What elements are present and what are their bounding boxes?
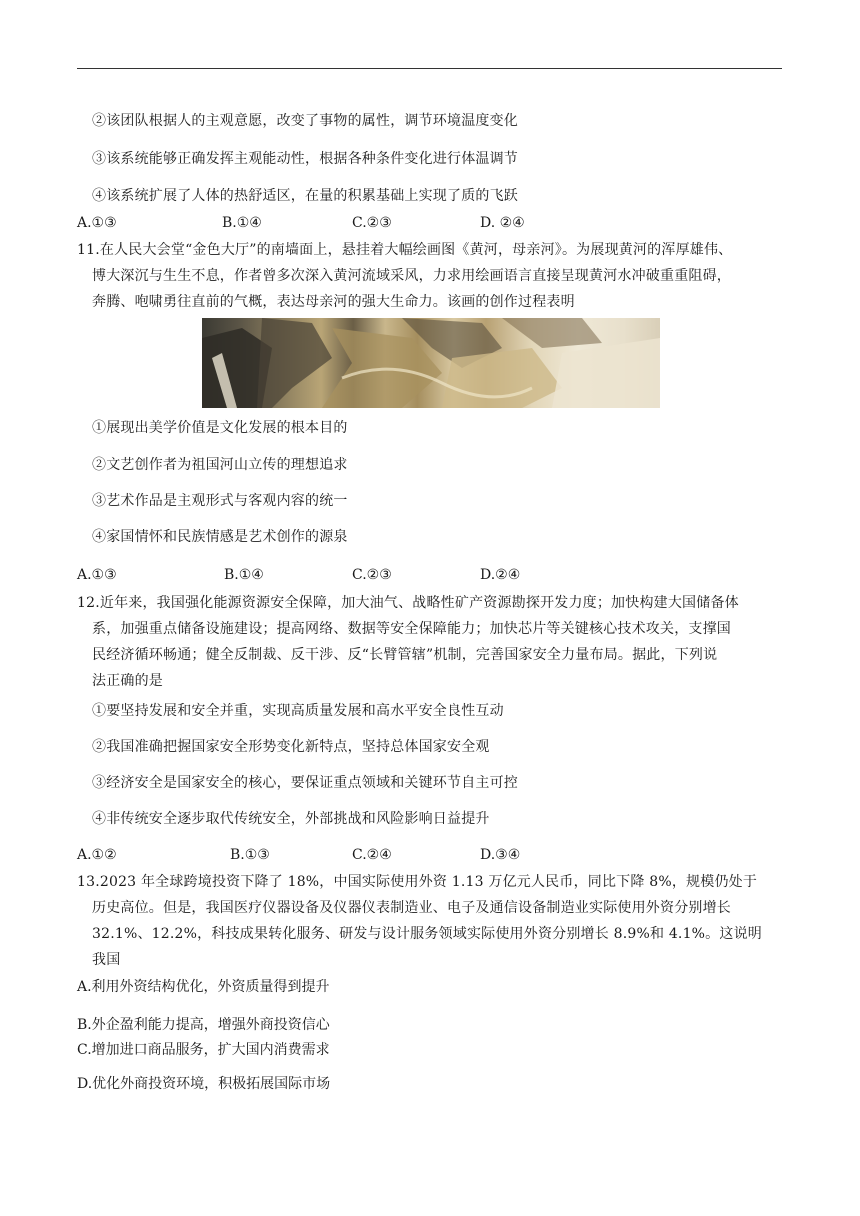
q10-option-c[interactable]: C.②③ — [352, 215, 392, 231]
q10-statement-4: ④该系统扩展了人体的热舒适区，在量的积累基础上实现了质的飞跃 — [92, 188, 518, 204]
q11-option-a[interactable]: A.①③ — [77, 567, 117, 583]
q13-stem-line-2: 历史高位。但是，我国医疗仪器设备及仪器仪表制造业、电子及通信设备制造业实际使用外资分别增长 — [92, 900, 731, 916]
painting-illustration — [202, 318, 660, 408]
yellow-river-painting-image — [202, 318, 660, 408]
q11-option-d[interactable]: D.②④ — [480, 567, 521, 583]
q11-statement-4: ④家国情怀和民族情感是艺术创作的源泉 — [92, 529, 348, 545]
q11-statement-1: ①展现出美学价值是文化发展的根本目的 — [92, 420, 348, 436]
q13-option-c[interactable]: C.增加进口商品服务，扩大国内消费需求 — [77, 1042, 330, 1058]
q11-stem-line-3: 奔腾、咆啸勇往直前的气概，表达母亲河的强大生命力。该画的创作过程表明 — [92, 294, 575, 310]
q13-option-b[interactable]: B.外企盈利能力提高，增强外商投资信心 — [77, 1017, 330, 1033]
q11-statement-2: ②文艺创作者为祖国河山立传的理想追求 — [92, 457, 348, 473]
q13-option-a[interactable]: A.利用外资结构优化，外资质量得到提升 — [77, 979, 330, 995]
q12-stem-line-2: 系，加强重点储备设施建设；提高网络、数据等安全保障能力；加快芯片等关键核心技术攻关，支撑国 — [92, 621, 731, 637]
q10-option-d[interactable]: D. ②④ — [480, 215, 525, 231]
q13-stem-line-3: 32.1%、12.2%，科技成果转化服务、研发与设计服务领域实际使用外资分别增长 8.9%和 4.1%。这说明 — [92, 926, 762, 942]
q11-stem-line-1: 11.在人民大会堂“金色大厅”的南墙面上，悬挂着大幅绘画图《黄河，母亲河》。为展现黄河的浑厚雄伟、 — [77, 242, 733, 258]
q12-option-a[interactable]: A.①② — [77, 847, 117, 863]
q13-stem-line-1: 13.2023 年全球跨境投资下降了 18%，中国实际使用外资 1.13 万亿元人民币，同比下降 8%，规模仍处于 — [77, 874, 758, 890]
q11-statement-3: ③艺术作品是主观形式与客观内容的统一 — [92, 493, 348, 509]
q11-option-c[interactable]: C.②③ — [352, 567, 392, 583]
q12-statement-3: ③经济安全是国家安全的核心，要保证重点领域和关键环节自主可控 — [92, 775, 518, 791]
q12-stem-line-1: 12.近年来，我国强化能源资源安全保障，加大油气、战略性矿产资源勘探开发力度；加快构建大国储备体 — [77, 595, 739, 611]
q12-option-b[interactable]: B.①③ — [230, 847, 270, 863]
q12-option-c[interactable]: C.②④ — [352, 847, 392, 863]
q10-option-b[interactable]: B.①④ — [222, 215, 262, 231]
q13-option-d[interactable]: D.优化外商投资环境，积极拓展国际市场 — [77, 1076, 331, 1092]
q11-option-b[interactable]: B.①④ — [224, 567, 264, 583]
q12-stem-line-4: 法正确的是 — [92, 673, 163, 689]
header-rule — [77, 68, 782, 69]
q10-option-a[interactable]: A.①③ — [77, 215, 117, 231]
q10-statement-2: ②该团队根据人的主观意愿，改变了事物的属性，调节环境温度变化 — [92, 113, 518, 129]
q12-statement-4: ④非传统安全逐步取代传统安全，外部挑战和风险影响日益提升 — [92, 811, 490, 827]
q11-stem-line-2: 博大深沉与生生不息，作者曾多次深入黄河流域采风，力求用绘画语言直接呈现黄河水冲破重重阻碍， — [92, 268, 731, 284]
q12-statement-2: ②我国准确把握国家安全形势变化新特点，坚持总体国家安全观 — [92, 739, 490, 755]
q12-option-d[interactable]: D.③④ — [480, 847, 521, 863]
q10-statement-3: ③该系统能够正确发挥主观能动性，根据各种条件变化进行体温调节 — [92, 151, 518, 167]
q12-statement-1: ①要坚持发展和安全并重，实现高质量发展和高水平安全良性互动 — [92, 703, 504, 719]
q12-stem-line-3: 民经济循环畅通；健全反制裁、反干涉、反“长臂管辖”机制，完善国家安全力量布局。据此，下列说 — [92, 647, 718, 663]
q13-stem-line-4: 我国 — [92, 952, 121, 968]
